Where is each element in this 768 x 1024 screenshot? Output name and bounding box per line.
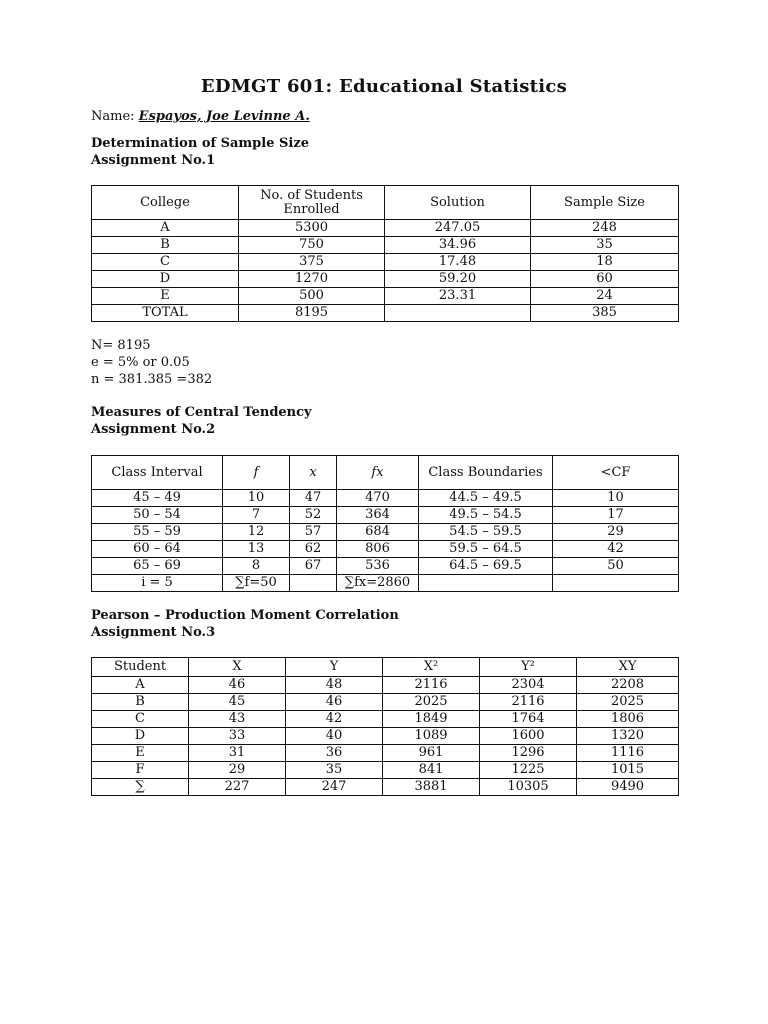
column-header: f	[223, 456, 290, 490]
table-cell: 806	[337, 541, 419, 558]
table-cell: 1320	[577, 728, 679, 745]
table-cell: 31	[189, 745, 286, 762]
table-body	[92, 490, 679, 592]
table-cell: 57	[290, 524, 337, 541]
table-body	[92, 220, 679, 322]
table-cell: 42	[553, 541, 679, 558]
table-cell: 3881	[383, 779, 480, 796]
table-cell: 375	[239, 254, 385, 271]
table-cell: 470	[337, 490, 419, 507]
section3-heading: Pearson – Production Moment Correlation	[91, 608, 399, 623]
table-cell: 227	[189, 779, 286, 796]
table-cell: 2208	[577, 677, 679, 694]
column-header: No. of Students Enrolled	[239, 186, 385, 220]
table-cell: 60 – 64	[92, 541, 223, 558]
section1-assignment: Assignment No.1	[91, 153, 216, 168]
column-header: Solution	[385, 186, 531, 220]
table-cell: 50 – 54	[92, 507, 223, 524]
table-cell	[290, 575, 337, 592]
table-cell: 64.5 – 69.5	[419, 558, 553, 575]
table-cell: 29	[553, 524, 679, 541]
table-cell: B	[92, 694, 189, 711]
table-cell: i = 5	[92, 575, 223, 592]
table-cell: 1764	[480, 711, 577, 728]
table-cell	[385, 305, 531, 322]
table-cell: 500	[239, 288, 385, 305]
table-cell: 2025	[383, 694, 480, 711]
table-cell: C	[92, 254, 239, 271]
table-cell: 59.20	[385, 271, 531, 288]
section2-assignment: Assignment No.2	[91, 422, 216, 437]
table-cell: 43	[189, 711, 286, 728]
note-line: e = 5% or 0.05	[91, 355, 190, 370]
table-cell: 49.5 – 54.5	[419, 507, 553, 524]
table-cell: 23.31	[385, 288, 531, 305]
table-cell	[419, 575, 553, 592]
note-line: N= 8195	[91, 338, 151, 353]
table-cell: 247.05	[385, 220, 531, 237]
table-cell: B	[92, 237, 239, 254]
table-cell: 47	[290, 490, 337, 507]
table-cell: 24	[531, 288, 679, 305]
table-cell: 48	[286, 677, 383, 694]
table-cell: 54.5 – 59.5	[419, 524, 553, 541]
table-header-row	[92, 658, 679, 677]
table-cell: 2304	[480, 677, 577, 694]
table-cell: F	[92, 762, 189, 779]
table-row	[92, 745, 679, 762]
column-header: Y²	[480, 658, 577, 677]
note-line: n = 381.385 =382	[91, 372, 213, 387]
table-cell: 684	[337, 524, 419, 541]
table-cell: 248	[531, 220, 679, 237]
column-header: Class Interval	[92, 456, 223, 490]
column-header: X²	[383, 658, 480, 677]
table-cell: 40	[286, 728, 383, 745]
table-cell: 10	[223, 490, 290, 507]
table-cell: 8195	[239, 305, 385, 322]
table-cell: 9490	[577, 779, 679, 796]
column-header: College	[92, 186, 239, 220]
table-cell: 1015	[577, 762, 679, 779]
column-header: Y	[286, 658, 383, 677]
column-header: XY	[577, 658, 679, 677]
table-cell: 45	[189, 694, 286, 711]
table-cell: 35	[286, 762, 383, 779]
table-cell: 2116	[383, 677, 480, 694]
table-cell: 2116	[480, 694, 577, 711]
table-cell: 961	[383, 745, 480, 762]
table-cell: 750	[239, 237, 385, 254]
table-cell: ∑	[92, 779, 189, 796]
table-cell: 8	[223, 558, 290, 575]
table-header-row	[92, 456, 679, 490]
table-cell: 52	[290, 507, 337, 524]
column-header: X	[189, 658, 286, 677]
table-cell: C	[92, 711, 189, 728]
table-cell: 55 – 59	[92, 524, 223, 541]
table-row	[92, 490, 679, 507]
table-cell: 17.48	[385, 254, 531, 271]
table-row	[92, 728, 679, 745]
table-body	[92, 677, 679, 796]
table-cell: 17	[553, 507, 679, 524]
column-header: Class Boundaries	[419, 456, 553, 490]
table-cell: 67	[290, 558, 337, 575]
table-cell: D	[92, 271, 239, 288]
name-line	[91, 109, 310, 124]
table-row	[92, 288, 679, 305]
table-row	[92, 254, 679, 271]
table-cell: 18	[531, 254, 679, 271]
document-title: EDMGT 601: Educational Statistics	[200, 76, 568, 97]
table-cell: 33	[189, 728, 286, 745]
section2-heading: Measures of Central Tendency	[91, 405, 312, 420]
table-cell: ∑f=50	[223, 575, 290, 592]
table-cell: 35	[531, 237, 679, 254]
table-cell: 34.96	[385, 237, 531, 254]
table-row	[92, 305, 679, 322]
table-cell: 13	[223, 541, 290, 558]
table-cell: 247	[286, 779, 383, 796]
table-row	[92, 524, 679, 541]
section3-assignment: Assignment No.3	[91, 625, 216, 640]
table-row	[92, 220, 679, 237]
table-row	[92, 271, 679, 288]
table-cell: 44.5 – 49.5	[419, 490, 553, 507]
table-cell: 12	[223, 524, 290, 541]
table-header-row	[92, 186, 679, 220]
table-cell: A	[92, 220, 239, 237]
table-row	[92, 779, 679, 796]
table-cell: 65 – 69	[92, 558, 223, 575]
table-cell: 42	[286, 711, 383, 728]
table-row	[92, 541, 679, 558]
table-row	[92, 237, 679, 254]
column-header: fx	[337, 456, 419, 490]
table-row	[92, 558, 679, 575]
table-cell: ∑fx=2860	[337, 575, 419, 592]
table-cell: 1116	[577, 745, 679, 762]
table-cell: 60	[531, 271, 679, 288]
name-value: Espayos, Joe Levinne A.	[138, 109, 310, 124]
column-header: x	[290, 456, 337, 490]
table-cell: 29	[189, 762, 286, 779]
table-cell: 46	[189, 677, 286, 694]
table-cell: 62	[290, 541, 337, 558]
table-cell: 50	[553, 558, 679, 575]
table-cell: 536	[337, 558, 419, 575]
table-row	[92, 694, 679, 711]
table-row	[92, 762, 679, 779]
table-cell: 1849	[383, 711, 480, 728]
table-row	[92, 711, 679, 728]
table-cell: 1806	[577, 711, 679, 728]
table-cell: 10	[553, 490, 679, 507]
table-cell: 364	[337, 507, 419, 524]
table-cell: TOTAL	[92, 305, 239, 322]
table-cell: 1600	[480, 728, 577, 745]
central-tendency-table	[91, 455, 679, 592]
table-cell: D	[92, 728, 189, 745]
name-label: Name:	[91, 109, 135, 124]
section1-heading: Determination of Sample Size	[91, 136, 309, 151]
table-row	[92, 507, 679, 524]
table-cell: 2025	[577, 694, 679, 711]
table-cell: 1296	[480, 745, 577, 762]
table-cell: 45 – 49	[92, 490, 223, 507]
table-cell: 10305	[480, 779, 577, 796]
table-cell	[553, 575, 679, 592]
column-header: Sample Size	[531, 186, 679, 220]
sample-size-table	[91, 185, 679, 322]
table-cell: 1225	[480, 762, 577, 779]
table-row	[92, 575, 679, 592]
table-cell: E	[92, 745, 189, 762]
table-cell: 46	[286, 694, 383, 711]
table-cell: 7	[223, 507, 290, 524]
table-cell: 1089	[383, 728, 480, 745]
table-cell: 385	[531, 305, 679, 322]
table-cell: 5300	[239, 220, 385, 237]
column-header: <CF	[553, 456, 679, 490]
correlation-table	[91, 657, 679, 796]
table-cell: A	[92, 677, 189, 694]
table-cell: E	[92, 288, 239, 305]
table-cell: 841	[383, 762, 480, 779]
table-cell: 36	[286, 745, 383, 762]
table-cell: 1270	[239, 271, 385, 288]
table-row	[92, 677, 679, 694]
table-cell: 59.5 – 64.5	[419, 541, 553, 558]
column-header: Student	[92, 658, 189, 677]
